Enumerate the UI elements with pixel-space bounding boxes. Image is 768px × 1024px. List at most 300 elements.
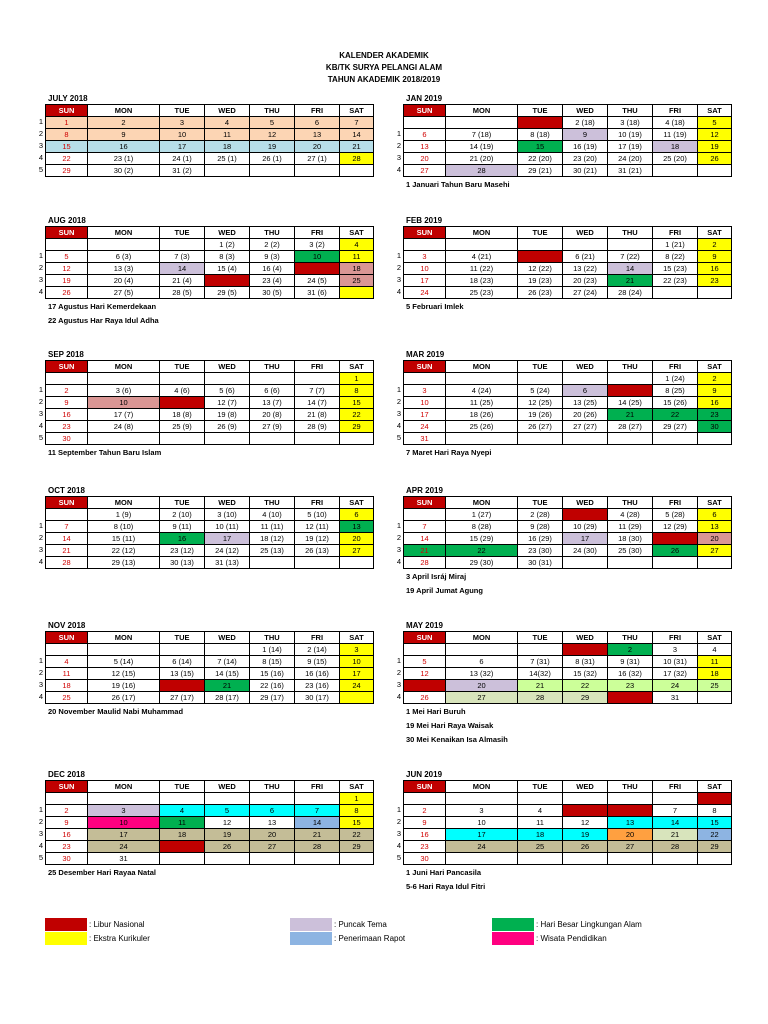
- day-cell: 27: [608, 841, 653, 853]
- day-cell: 6: [446, 656, 518, 668]
- day-cell: 28 (9): [295, 421, 340, 433]
- day-cell: [250, 793, 295, 805]
- day-cell: 10: [88, 397, 160, 409]
- day-cell: 11: [46, 668, 88, 680]
- day-cell: [250, 557, 295, 569]
- day-cell: 6 (6): [250, 385, 295, 397]
- week-row: [46, 409, 374, 421]
- day-header-wed: WED: [205, 497, 250, 509]
- day-cell: 30: [46, 433, 88, 445]
- day-cell: 27 (5): [88, 287, 160, 299]
- day-cell: 16 (19): [563, 141, 608, 153]
- legend-item-ekstra: [45, 931, 150, 945]
- day-cell: 4: [698, 644, 732, 656]
- week-number: 2: [38, 397, 43, 406]
- day-header-fri: FRI: [653, 227, 698, 239]
- month-grid: [403, 360, 732, 445]
- day-cell: 31 (6): [295, 287, 340, 299]
- legend-item-wisata: [492, 931, 642, 945]
- day-cell: [518, 433, 563, 445]
- day-cell: 24 (20): [608, 153, 653, 165]
- day-cell: [340, 433, 374, 445]
- day-cell: 24: [404, 287, 446, 299]
- day-cell: 18: [46, 680, 88, 692]
- day-header-mon: MON: [446, 497, 518, 509]
- day-cell: 19 (26): [518, 409, 563, 421]
- day-cell: 12: [404, 668, 446, 680]
- week-number: 1: [38, 117, 43, 126]
- week-row: [46, 509, 374, 521]
- day-cell: 18 (23): [446, 275, 518, 287]
- day-cell: 20 (26): [563, 409, 608, 421]
- day-cell: 2: [46, 805, 88, 817]
- day-header-sun: SUN: [46, 781, 88, 793]
- day-cell: [88, 239, 160, 251]
- day-cell: 28 (5): [160, 287, 205, 299]
- day-cell: 16: [46, 829, 88, 841]
- day-cell: 8: [340, 385, 374, 397]
- day-cell: 8 (10): [88, 521, 160, 533]
- day-cell: 21 (20): [446, 153, 518, 165]
- day-cell: 31: [404, 433, 446, 445]
- day-cell: 26 (1): [250, 153, 295, 165]
- month-grid: [45, 631, 374, 704]
- week-number: 3: [38, 829, 43, 838]
- month-title: MAR 2019: [406, 350, 445, 359]
- month-title: OCT 2018: [48, 486, 85, 495]
- week-number: 5: [38, 433, 43, 442]
- week-number: 4: [396, 557, 401, 566]
- day-header-sat: SAT: [340, 497, 374, 509]
- day-cell: 19 (23): [518, 275, 563, 287]
- month-grid: [403, 780, 732, 865]
- day-header-fri: FRI: [653, 632, 698, 644]
- day-cell: 30: [404, 853, 446, 865]
- day-cell: 14: [295, 817, 340, 829]
- day-cell: 7 (7): [295, 385, 340, 397]
- day-cell: [446, 239, 518, 251]
- day-cell: 23: [46, 841, 88, 853]
- week-row: [404, 287, 732, 299]
- holiday-note: 1 Mei Hari Buruh: [406, 707, 466, 716]
- day-cell: 1: [698, 793, 732, 805]
- day-cell: [608, 373, 653, 385]
- day-cell: [698, 287, 732, 299]
- month-grid: [403, 631, 732, 704]
- day-header-wed: WED: [205, 105, 250, 117]
- day-cell: [404, 239, 446, 251]
- week-row: [404, 853, 732, 865]
- day-cell: 5: [250, 117, 295, 129]
- day-cell: 16: [698, 263, 732, 275]
- day-cell: 24: [653, 680, 698, 692]
- day-cell: 15 (23): [653, 263, 698, 275]
- week-row: [46, 433, 374, 445]
- day-cell: 3: [404, 385, 446, 397]
- day-cell: 10: [295, 251, 340, 263]
- week-number: 1: [396, 251, 401, 260]
- day-cell: [295, 433, 340, 445]
- day-cell: 9: [698, 251, 732, 263]
- day-cell: 9: [88, 129, 160, 141]
- week-row: [404, 409, 732, 421]
- day-cell: 23: [46, 421, 88, 433]
- day-cell: 2: [46, 385, 88, 397]
- week-number: 3: [396, 829, 401, 838]
- day-cell: [205, 793, 250, 805]
- day-cell: 23 (1): [88, 153, 160, 165]
- week-row: [404, 421, 732, 433]
- day-cell: 15: [46, 141, 88, 153]
- day-cell: 19 (8): [205, 409, 250, 421]
- day-cell: 5 (24): [518, 385, 563, 397]
- day-cell: [250, 853, 295, 865]
- day-cell: [563, 433, 608, 445]
- week-row: [46, 165, 374, 177]
- day-cell: 3: [160, 117, 205, 129]
- day-cell: 11 (29): [608, 521, 653, 533]
- day-cell: 16 (16): [295, 668, 340, 680]
- day-header-mon: MON: [88, 497, 160, 509]
- day-cell: 4 (10): [250, 509, 295, 521]
- day-cell: 5: [518, 251, 563, 263]
- month-feb-2019: [396, 215, 733, 314]
- holiday-note: 20 November Maulid Nabi Muhammad: [48, 707, 184, 716]
- day-cell: 23 (4): [250, 275, 295, 287]
- holiday-note: 17 Agustus Hari Kemerdekaan: [48, 302, 157, 311]
- week-row: [46, 841, 374, 853]
- week-number: 4: [396, 841, 401, 850]
- day-cell: 30 (2): [88, 165, 160, 177]
- day-cell: 30 (17): [295, 692, 340, 704]
- day-cell: [88, 644, 160, 656]
- day-cell: 11: [698, 656, 732, 668]
- day-cell: 15 (32): [563, 668, 608, 680]
- week-number: 4: [38, 153, 43, 162]
- day-cell: 30: [698, 421, 732, 433]
- day-header-sat: SAT: [340, 781, 374, 793]
- day-cell: 25 (26): [446, 421, 518, 433]
- day-cell: 28: [46, 557, 88, 569]
- month-apr-2019: [396, 485, 733, 598]
- day-cell: 10: [88, 817, 160, 829]
- day-header-fri: FRI: [653, 361, 698, 373]
- day-cell: 21: [340, 141, 374, 153]
- week-number: 3: [396, 409, 401, 418]
- day-cell: 21: [518, 680, 563, 692]
- day-cell: 31 (2): [160, 165, 205, 177]
- day-cell: 29: [698, 841, 732, 853]
- day-cell: 5: [404, 656, 446, 668]
- day-header-sat: SAT: [698, 632, 732, 644]
- legend-swatch: [492, 932, 534, 945]
- week-row: [46, 680, 374, 692]
- day-cell: 23: [608, 680, 653, 692]
- day-cell: 22 (23): [653, 275, 698, 287]
- day-cell: 18 (30): [608, 533, 653, 545]
- day-cell: 6 (14): [160, 656, 205, 668]
- day-cell: 16: [88, 141, 160, 153]
- day-cell: 17: [340, 668, 374, 680]
- day-cell: 10 (19): [608, 129, 653, 141]
- month-notes: [403, 866, 733, 894]
- week-row: [404, 263, 732, 275]
- week-number: 2: [38, 129, 43, 138]
- day-cell: 24 (12): [205, 545, 250, 557]
- day-cell: 26: [653, 545, 698, 557]
- day-cell: 22 (12): [88, 545, 160, 557]
- day-cell: 13 (32): [446, 668, 518, 680]
- day-cell: 21: [295, 829, 340, 841]
- month-grid: [45, 226, 374, 299]
- week-number: 3: [38, 275, 43, 284]
- week-row: [404, 817, 732, 829]
- day-cell: 20: [340, 533, 374, 545]
- day-cell: 17: [563, 533, 608, 545]
- day-cell: 17 (7): [88, 409, 160, 421]
- day-header-sun: SUN: [46, 227, 88, 239]
- week-row: [46, 275, 374, 287]
- day-cell: 3: [340, 644, 374, 656]
- day-cell: [295, 793, 340, 805]
- day-cell: 15 (26): [653, 397, 698, 409]
- day-cell: 10: [404, 263, 446, 275]
- day-cell: 16: [404, 829, 446, 841]
- week-number: 4: [396, 421, 401, 430]
- day-cell: 31 (13): [205, 557, 250, 569]
- week-number: 1: [396, 656, 401, 665]
- day-cell: [563, 239, 608, 251]
- day-cell: 8: [698, 805, 732, 817]
- week-row: [404, 668, 732, 680]
- day-cell: 9 (3): [250, 251, 295, 263]
- day-cell: 18: [518, 829, 563, 841]
- day-header-mon: MON: [88, 781, 160, 793]
- day-cell: [518, 853, 563, 865]
- day-cell: 17: [160, 141, 205, 153]
- day-cell: 3: [88, 805, 160, 817]
- day-cell: 20: [404, 153, 446, 165]
- day-cell: 2 (2): [250, 239, 295, 251]
- day-cell: 18 (26): [446, 409, 518, 421]
- day-cell: 13 (22): [563, 263, 608, 275]
- day-cell: 6 (3): [88, 251, 160, 263]
- day-cell: [563, 557, 608, 569]
- week-number: 5: [396, 433, 401, 442]
- day-cell: 2: [404, 805, 446, 817]
- day-cell: 2 (14): [295, 644, 340, 656]
- day-cell: 29: [340, 421, 374, 433]
- day-header-tue: TUE: [518, 632, 563, 644]
- week-number: 1: [396, 129, 401, 138]
- week-number: 2: [396, 397, 401, 406]
- month-notes: [45, 705, 375, 719]
- month-notes: [403, 705, 733, 747]
- day-cell: 17 (32): [653, 668, 698, 680]
- day-cell: 25: [160, 841, 205, 853]
- month-title: SEP 2018: [48, 350, 84, 359]
- week-row: [404, 397, 732, 409]
- day-cell: 8 (28): [446, 521, 518, 533]
- month-dec-2018: [38, 769, 375, 880]
- month-notes: [45, 446, 375, 460]
- week-row: [46, 644, 374, 656]
- day-cell: [340, 287, 374, 299]
- day-cell: 2 (18): [563, 117, 608, 129]
- day-cell: [340, 165, 374, 177]
- day-cell: 10 (11): [205, 521, 250, 533]
- day-cell: 26: [46, 287, 88, 299]
- day-cell: 14: [340, 129, 374, 141]
- week-row: [404, 656, 732, 668]
- day-cell: 6: [404, 129, 446, 141]
- day-cell: 10: [160, 129, 205, 141]
- week-number: 4: [38, 421, 43, 430]
- day-header-mon: MON: [446, 781, 518, 793]
- legend-swatch: [290, 932, 332, 945]
- day-cell: 27: [446, 692, 518, 704]
- day-cell: 17: [88, 829, 160, 841]
- day-cell: 4 (24): [446, 385, 518, 397]
- day-cell: [608, 557, 653, 569]
- legend: [45, 917, 150, 945]
- legend-swatch: [290, 918, 332, 931]
- day-cell: [653, 165, 698, 177]
- day-cell: 13 (7): [250, 397, 295, 409]
- day-cell: 3: [563, 509, 608, 521]
- day-header-tue: TUE: [160, 227, 205, 239]
- day-header-tue: TUE: [160, 361, 205, 373]
- day-cell: 11: [518, 817, 563, 829]
- day-cell: 17 (19): [608, 141, 653, 153]
- week-row: [404, 793, 732, 805]
- day-cell: 27 (1): [295, 153, 340, 165]
- day-cell: 1: [340, 793, 374, 805]
- week-row: [404, 841, 732, 853]
- day-cell: 14 (15): [205, 668, 250, 680]
- week-number: 1: [396, 805, 401, 814]
- day-header-fri: FRI: [295, 227, 340, 239]
- day-cell: 7 (3): [160, 251, 205, 263]
- day-cell: 27: [340, 545, 374, 557]
- week-number: 2: [396, 668, 401, 677]
- month-title: JUN 2019: [406, 770, 443, 779]
- day-cell: [88, 373, 160, 385]
- week-number: 2: [396, 263, 401, 272]
- day-cell: 24: [446, 841, 518, 853]
- day-cell: 15: [698, 817, 732, 829]
- day-cell: 13 (3): [88, 263, 160, 275]
- week-row: [46, 117, 374, 129]
- day-cell: 6: [250, 805, 295, 817]
- day-cell: 10: [404, 397, 446, 409]
- day-cell: 14: [160, 263, 205, 275]
- day-cell: 19: [250, 141, 295, 153]
- day-cell: 5: [563, 805, 608, 817]
- day-header-wed: WED: [563, 105, 608, 117]
- day-cell: [160, 853, 205, 865]
- day-header-tue: TUE: [518, 227, 563, 239]
- day-cell: [446, 117, 518, 129]
- day-header-fri: FRI: [653, 781, 698, 793]
- week-number: 2: [38, 817, 43, 826]
- day-cell: 12: [250, 129, 295, 141]
- day-cell: [518, 373, 563, 385]
- day-cell: 28: [653, 841, 698, 853]
- day-cell: [160, 373, 205, 385]
- month-sep-2018: [38, 349, 375, 460]
- day-cell: 30 (31): [518, 557, 563, 569]
- day-cell: 25: [46, 692, 88, 704]
- week-row: [46, 129, 374, 141]
- day-cell: [250, 433, 295, 445]
- day-cell: 7 (18): [446, 129, 518, 141]
- month-oct-2018: [38, 485, 375, 569]
- day-cell: 23: [698, 275, 732, 287]
- week-row: [46, 668, 374, 680]
- day-header-sat: SAT: [698, 105, 732, 117]
- day-cell: 20: [250, 829, 295, 841]
- day-cell: 12: [205, 817, 250, 829]
- week-number: 4: [396, 165, 401, 174]
- day-cell: 16 (29): [518, 533, 563, 545]
- day-cell: [653, 287, 698, 299]
- day-cell: [340, 557, 374, 569]
- week-number: 1: [396, 385, 401, 394]
- day-cell: 8 (18): [518, 129, 563, 141]
- day-header-wed: WED: [205, 781, 250, 793]
- day-cell: 1 (2): [205, 239, 250, 251]
- day-cell: 19: [404, 680, 446, 692]
- day-cell: 9: [404, 817, 446, 829]
- week-row: [404, 829, 732, 841]
- day-cell: 24 (8): [88, 421, 160, 433]
- day-cell: 29: [46, 165, 88, 177]
- day-cell: 11: [160, 817, 205, 829]
- legend-item-lingkungan: [492, 917, 642, 931]
- day-cell: 27 (17): [160, 692, 205, 704]
- day-header-tue: TUE: [160, 497, 205, 509]
- week-number: 1: [38, 805, 43, 814]
- holiday-note: 1 Januari Tahun Baru Masehi: [406, 180, 510, 189]
- week-row: [404, 521, 732, 533]
- week-number: 5: [396, 853, 401, 862]
- day-header-thu: THU: [250, 361, 295, 373]
- day-cell: 6: [563, 385, 608, 397]
- day-cell: 15 (11): [88, 533, 160, 545]
- day-cell: 31: [88, 853, 160, 865]
- day-cell: 14 (7): [295, 397, 340, 409]
- day-header-thu: THU: [608, 105, 653, 117]
- day-cell: [563, 793, 608, 805]
- week-row: [404, 275, 732, 287]
- day-cell: 19: [653, 533, 698, 545]
- day-cell: 10: [340, 656, 374, 668]
- week-row: [404, 557, 732, 569]
- day-cell: 28 (24): [608, 287, 653, 299]
- month-may-2019: [396, 620, 733, 747]
- week-row: [46, 251, 374, 263]
- holiday-note: 11 September Tahun Baru Islam: [48, 448, 162, 457]
- day-cell: 24 (5): [295, 275, 340, 287]
- day-cell: 22 (16): [250, 680, 295, 692]
- day-cell: 9 (15): [295, 656, 340, 668]
- day-cell: 2: [608, 644, 653, 656]
- day-cell: 13: [340, 521, 374, 533]
- day-cell: 12: [563, 817, 608, 829]
- month-grid: [45, 360, 374, 445]
- day-header-tue: TUE: [160, 105, 205, 117]
